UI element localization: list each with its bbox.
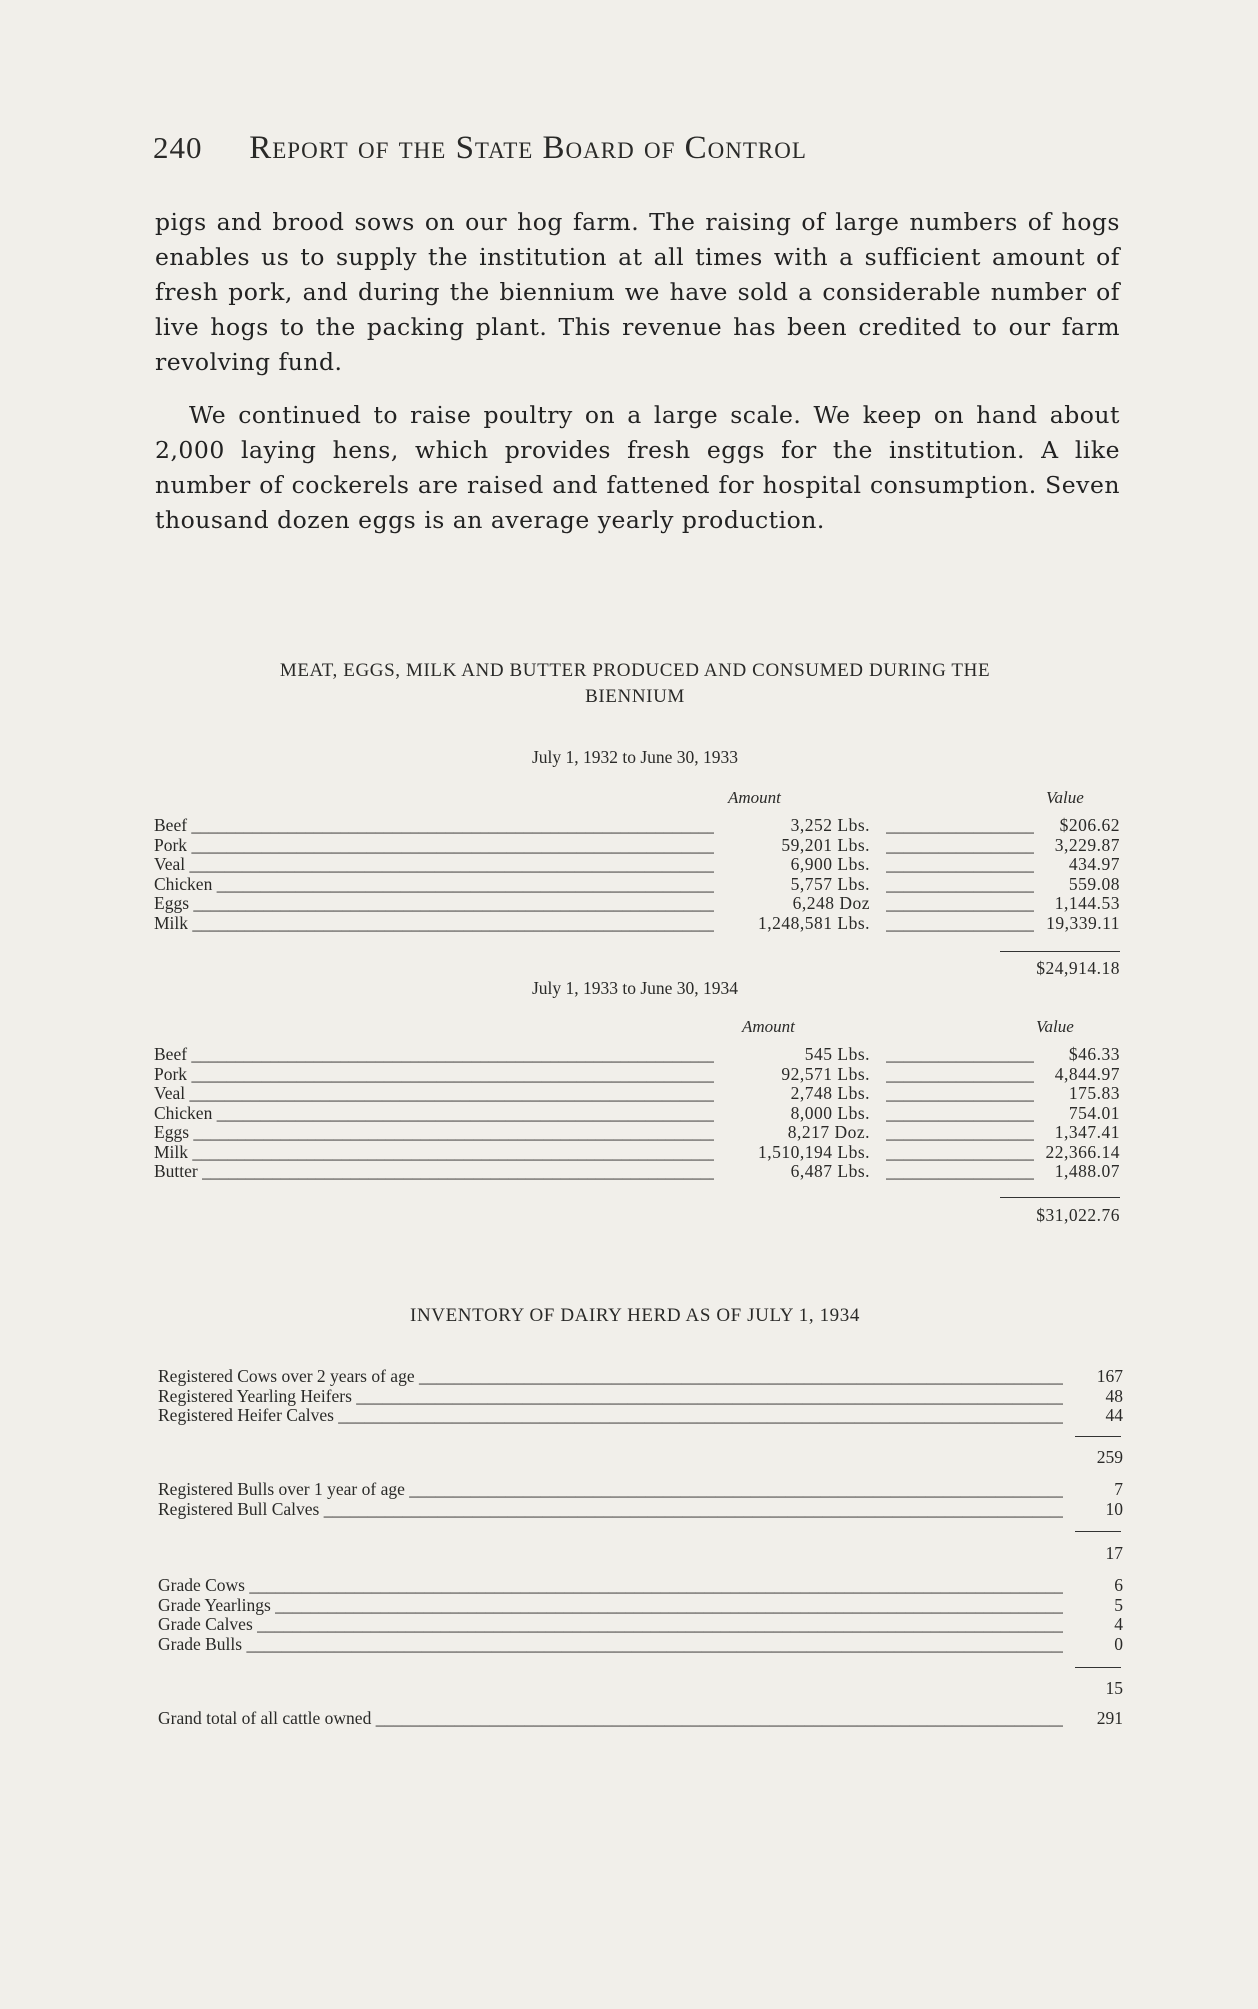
period2-total: $31,022.76 [1036, 1205, 1120, 1225]
body-text [155, 205, 1120, 556]
table-row: Pork _____ 59,201 Lbs. _____ 3,229.87 [154, 836, 1120, 856]
list-item: Grade Cows _____ 6 [158, 1576, 1123, 1596]
period1-label: July 1, 1932 to June 30, 1933 [531, 747, 739, 767]
list-item: Registered Cows over 2 years of age _____ 167 [158, 1367, 1123, 1387]
table-row: Milk _____ 1,510,194 Lbs. _____ 22,366.14 [154, 1143, 1120, 1163]
subtotal: 15 [1105, 1678, 1123, 1698]
total-rule [1000, 951, 1120, 952]
table-row: Veal _____ 2,748 Lbs. _____ 175.83 [154, 1084, 1120, 1104]
table-row: Beef _____ 545 Lbs. _____ $46.33 [154, 1045, 1120, 1065]
list-item: Grade Calves _____ 4 [158, 1615, 1123, 1635]
page-header [153, 130, 1093, 167]
inventory-group-registered-cows [158, 1367, 1123, 1426]
paragraph: We continued to raise poultry on a large scale. We keep on hand about 2,000 laying hens, which provides fresh eggs for the institution. A like number of cockerels are raised and fattened for hospital consumption. Seven thousand dozen eggs is an average yearly production. [155, 401, 1120, 534]
inventory-group-grade [158, 1576, 1123, 1654]
table-row: Eggs _____ 6,248 Doz _____ 1,144.53 [154, 894, 1120, 914]
period1-total: $24,914.18 [1036, 958, 1120, 978]
subtotal: 17 [1105, 1543, 1123, 1563]
paragraph: pigs and brood sows on our hog farm. The raising of large numbers of hogs enables us to supply the institution at all times with a sufficient amount of fresh pork, and during the biennium we have sold a considerable number of live hogs to the packing plant. This revenue has been credited to our farm revolving fund. [155, 208, 1120, 376]
table-row: Veal _____ 6,900 Lbs. _____ 434.97 [154, 855, 1120, 875]
table-row: Eggs _____ 8,217 Doz. _____ 1,347.41 [154, 1123, 1120, 1143]
table-row: Beef _____ 3,252 Lbs. _____ $206.62 [154, 816, 1120, 836]
inventory-group-registered-bulls [158, 1480, 1123, 1519]
list-item: Registered Yearling Heifers _____ 48 [158, 1387, 1123, 1407]
inventory-title: INVENTORY OF DAIRY HERD AS OF JULY 1, 1934 [410, 1305, 860, 1326]
production-table-1934 [154, 1045, 1120, 1182]
subtotal-rule [1075, 1667, 1121, 1668]
table-row: Chicken _____ 8,000 Lbs. _____ 754.01 [154, 1104, 1120, 1124]
grand-total-row [158, 1709, 1123, 1729]
subtotal-rule [1075, 1531, 1121, 1532]
subtotal: 259 [1096, 1447, 1123, 1467]
amount-column-header: Amount [742, 1017, 795, 1036]
production-table-1933 [154, 816, 1120, 933]
list-item: Grade Bulls _____ 0 [158, 1635, 1123, 1655]
period2-label: July 1, 1933 to June 30, 1934 [531, 978, 739, 998]
table-row: Butter _____ 6,487 Lbs. _____ 1,488.07 [154, 1162, 1120, 1182]
subtotal-rule [1075, 1436, 1121, 1437]
value-column-header: Value [1046, 788, 1084, 807]
list-item: Grand total of all cattle owned _____ 291 [158, 1709, 1123, 1729]
table-row: Pork _____ 92,571 Lbs. _____ 4,844.97 [154, 1065, 1120, 1085]
list-item: Grade Yearlings _____ 5 [158, 1596, 1123, 1616]
amount-column-header: Amount [728, 788, 781, 807]
total-rule [1000, 1197, 1120, 1198]
value-column-header: Value [1036, 1017, 1074, 1036]
page-number: 240 [153, 130, 203, 165]
list-item: Registered Heifer Calves _____ 44 [158, 1406, 1123, 1426]
table-row: Milk _____ 1,248,581 Lbs. _____ 19,339.11 [154, 914, 1120, 934]
table-row: Chicken _____ 5,757 Lbs. _____ 559.08 [154, 875, 1120, 895]
running-title: Report of the State Board of Control [249, 130, 807, 166]
list-item: Registered Bulls over 1 year of age _____ 7 [158, 1480, 1123, 1500]
production-title: MEAT, EGGS, MILK AND BUTTER PRODUCED AND CONSUMED DURING THE BIENNIUM [279, 660, 991, 707]
list-item: Registered Bull Calves _____ 10 [158, 1500, 1123, 1520]
